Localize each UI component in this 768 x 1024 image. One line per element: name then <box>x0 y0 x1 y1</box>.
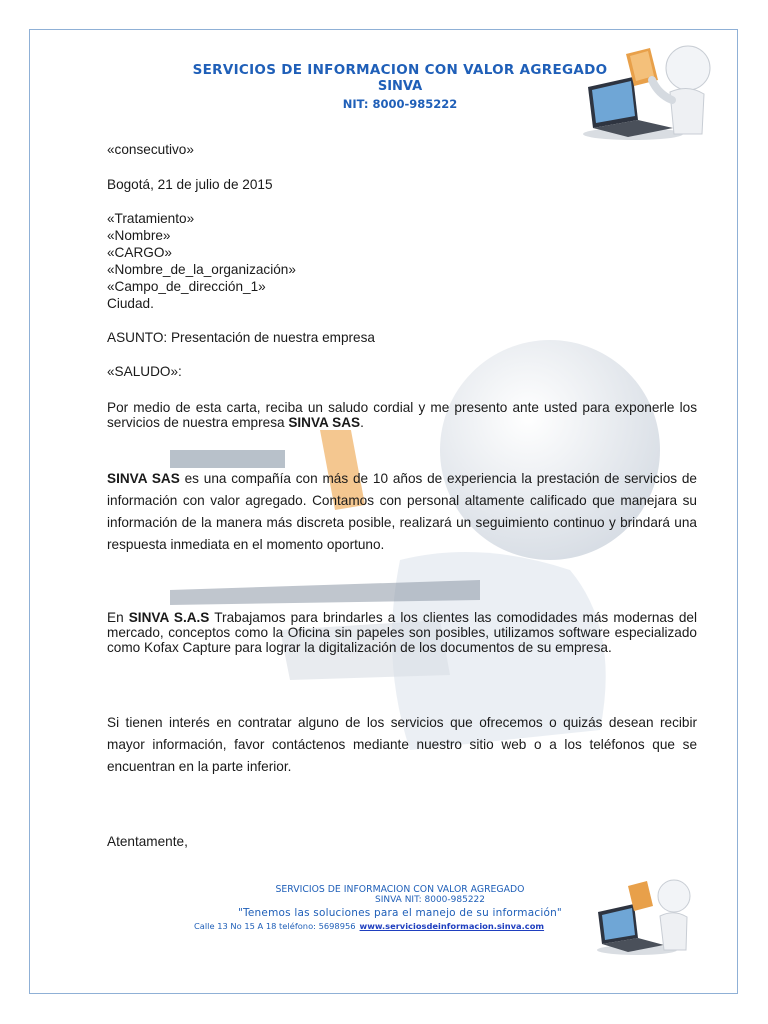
company-name-bold: SINVA SAS <box>288 415 361 430</box>
recipient-cargo: «CARGO» <box>107 245 172 260</box>
date-line: Bogotá, 21 de julio de 2015 <box>107 177 273 192</box>
letterhead <box>150 62 650 111</box>
footer-website-link[interactable]: www.serviciosdeinformacion.sinva.com <box>359 921 545 931</box>
footer-company: SERVICIOS DE INFORMACION CON VALOR AGREGADO <box>275 884 525 895</box>
company-name-bold: SINVA S.A.S <box>128 610 210 625</box>
recipient-organizacion: «Nombre_de_la_organización» <box>107 262 296 277</box>
closing-line: Atentamente, <box>107 834 188 849</box>
footer-brand-nit: SINVA NIT: 8000-985222 <box>375 895 485 905</box>
paragraph-services: En SINVA S.A.S Trabajamos para brindarles a los clientes las comodidades más modernas del mercado, conceptos como la Oficina sin papeles son posibles, utilizamos software especializado como Kofax Capture para lograr la digitalización de los documentos de su empresa. <box>107 610 698 655</box>
footer-slogan: "Tenemos las soluciones para el manejo de su información" <box>238 907 562 919</box>
footer <box>190 884 610 931</box>
consecutivo-field: «consecutivo» <box>107 142 194 157</box>
letterhead-brand: SINVA <box>377 79 423 94</box>
recipient-tratamiento: «Tratamiento» <box>107 211 195 226</box>
greeting-line: «SALUDO»: <box>107 364 182 379</box>
company-name-bold: SINVA SAS <box>107 471 180 486</box>
paragraph-contact: Si tienen interés en contratar alguno de los servicios que ofrecemos o quizás desean recibir mayor información, favor contáctenos mediante nuestro sitio web o a los teléfonos que se encuentran en la parte inferior. <box>107 715 697 774</box>
recipient-nombre: «Nombre» <box>107 228 171 243</box>
recipient-ciudad: Ciudad. <box>107 296 154 311</box>
footer-address: Calle 13 No 15 A 18 teléfono: 5698956 <box>194 921 356 931</box>
subject-line: ASUNTO: Presentación de nuestra empresa <box>107 330 375 345</box>
footer-address-line <box>194 921 610 931</box>
recipient-direccion: «Campo_de_dirección_1» <box>107 279 266 294</box>
paragraph-company-profile: SINVA SAS es una compañía con más de 10 años de experiencia la prestación de servicios de información con valor agregado. Contamos con personal altamente calificado que manejara su información de la manera más discreta posible, realizará un seguimiento continuo y brindará una respuesta inmediata en el momento oportuno. <box>107 471 697 552</box>
letterhead-company: SERVICIOS DE INFORMACION CON VALOR AGREGADO <box>192 62 608 78</box>
footer-figure-image <box>592 876 692 956</box>
letterhead-nit: NIT: 8000-985222 <box>342 97 458 111</box>
paragraph-introduction: Por medio de esta carta, reciba un saludo cordial y me presento ante usted para exponerle los servicios de nuestra empresa SINVA SAS. <box>107 400 697 430</box>
